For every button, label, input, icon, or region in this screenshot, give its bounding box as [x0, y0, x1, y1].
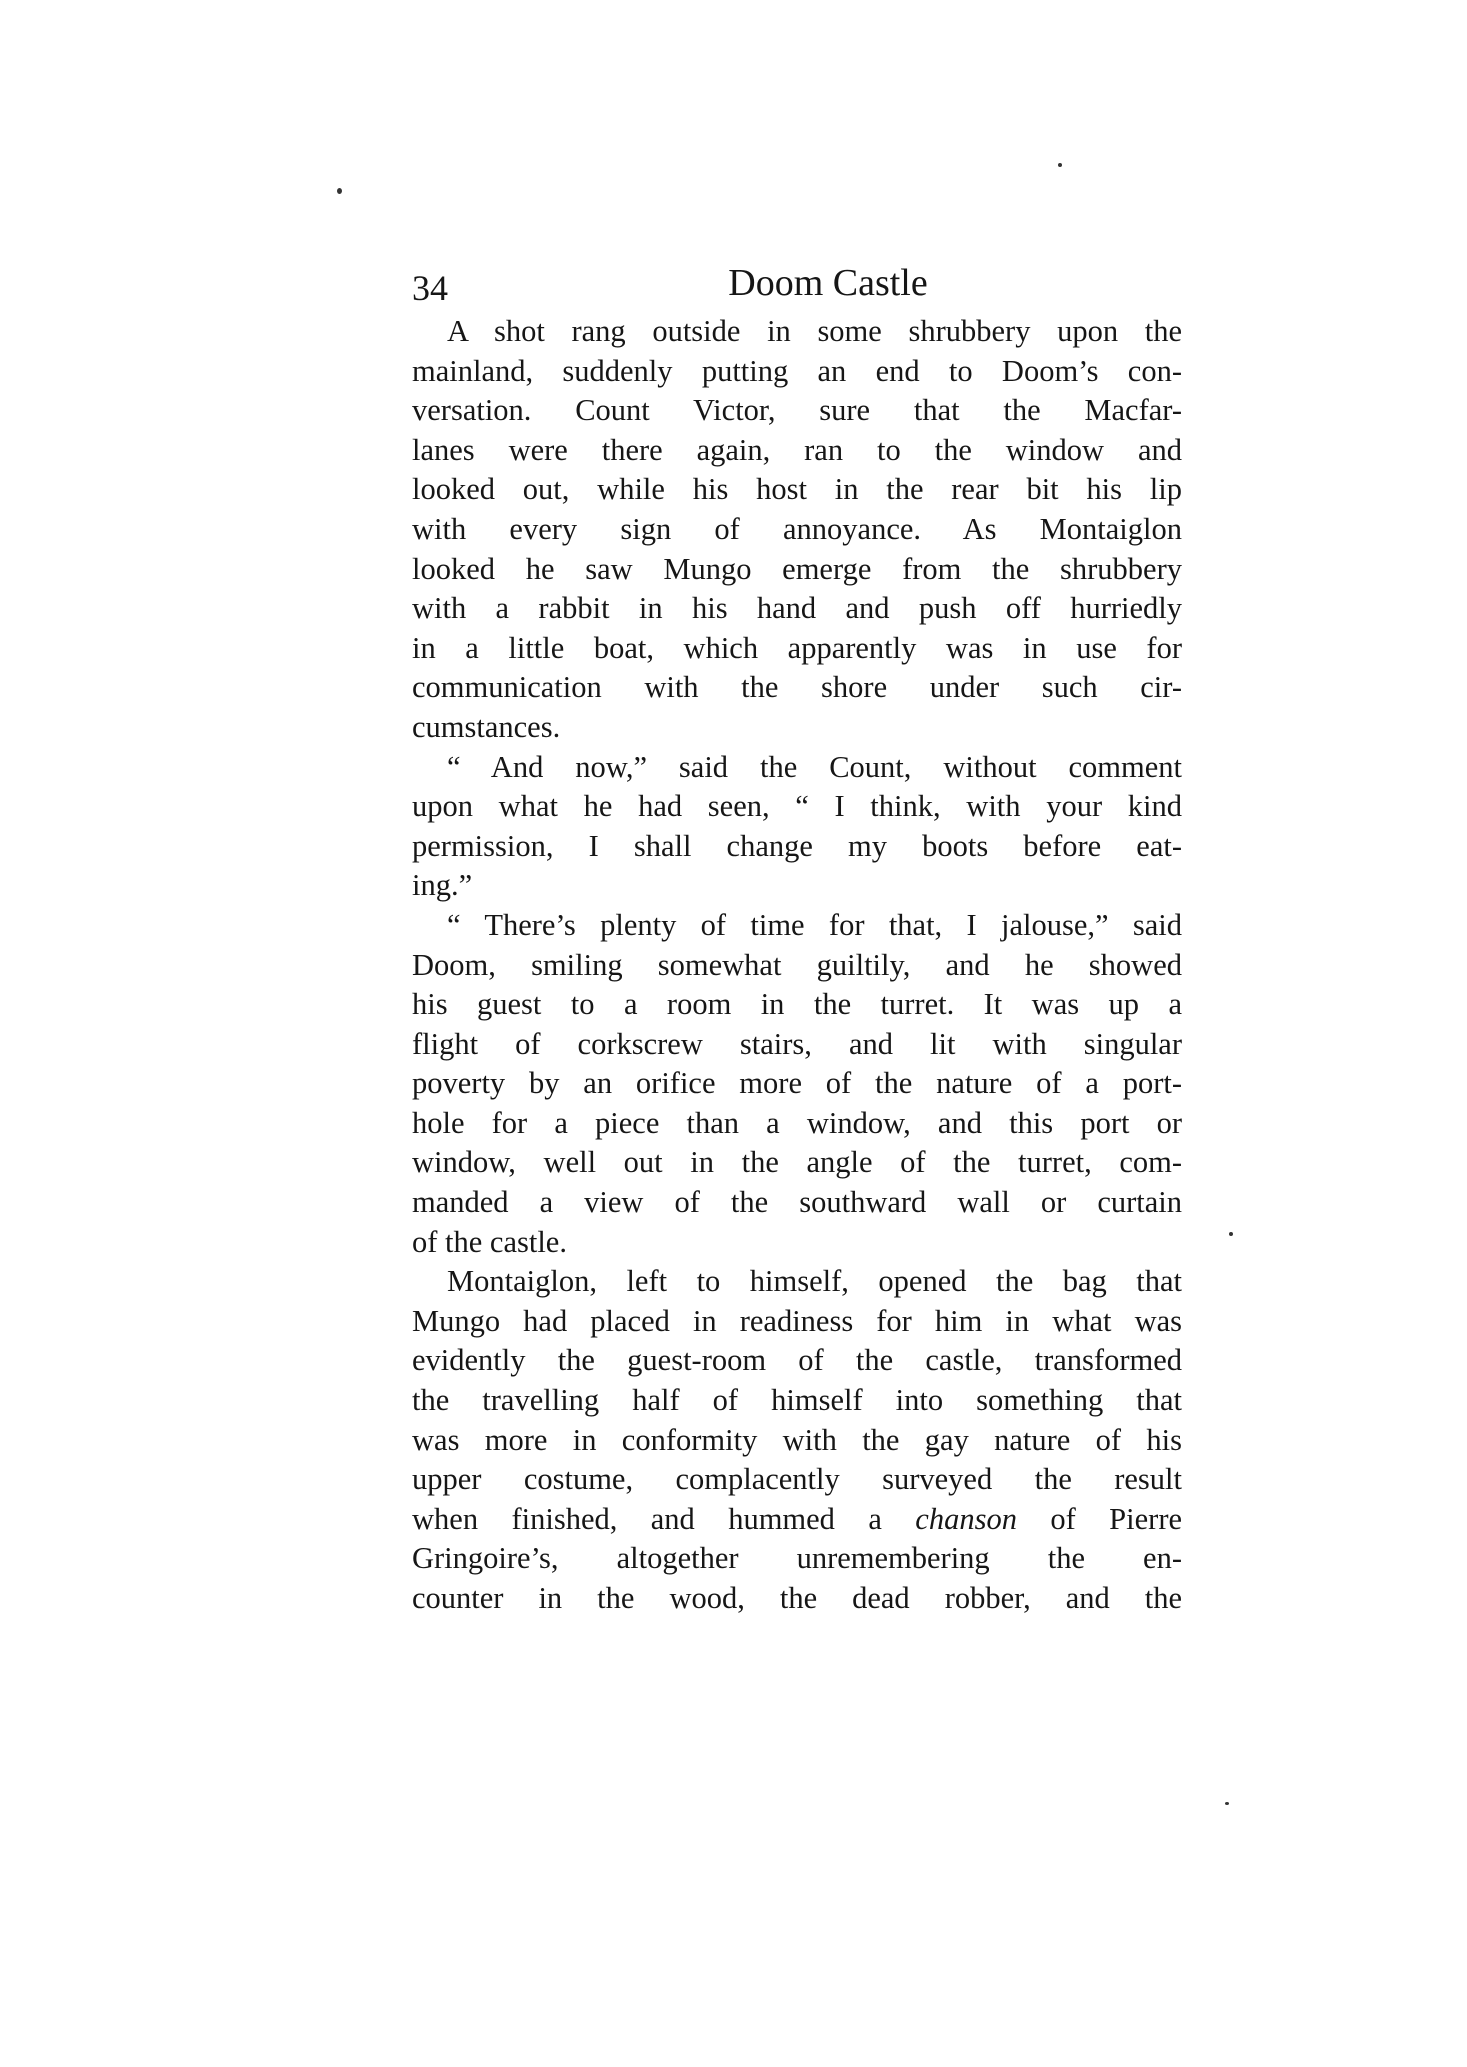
- ink-speck: [1058, 163, 1062, 167]
- text-line: mainland, suddenly putting an end to Doom’s con-: [412, 353, 1182, 388]
- text-line: ing.”: [412, 868, 473, 903]
- text-line: manded a view of the southward wall or curtain: [412, 1185, 1182, 1220]
- ink-speck: [1225, 1802, 1229, 1805]
- text-line: looked he saw Mungo emerge from the shrubbery: [412, 551, 1182, 586]
- text-segment: when finished, and hummed a: [412, 1501, 882, 1536]
- text-line: “ And now,” said the Count, without comment: [447, 749, 1182, 784]
- text-line: “ There’s plenty of time for that, I jalouse,” said: [447, 907, 1182, 942]
- text-line: window, well out in the angle of the turret, com-: [412, 1145, 1182, 1180]
- text-line: lanes were there again, ran to the window and: [412, 432, 1182, 467]
- text-line-with-italic: [412, 1500, 1182, 1540]
- text-line: the travelling half of himself into something that: [412, 1383, 1182, 1418]
- text-line: counter in the wood, the dead robber, and the: [412, 1581, 1182, 1615]
- text-line: communication with the shore under such cir-: [412, 670, 1182, 705]
- text-line: with every sign of annoyance. As Montaiglon: [412, 511, 1182, 546]
- page-header: [412, 258, 1192, 308]
- text-line: in a little boat, which apparently was in use for: [412, 630, 1182, 665]
- text-line: poverty by an orifice more of the nature of a port-: [412, 1066, 1182, 1101]
- page-number: 34: [412, 268, 448, 308]
- running-head: Doom Castle: [728, 262, 928, 304]
- body-text: [412, 312, 1182, 1619]
- text-line: was more in conformity with the gay nature of his: [412, 1422, 1182, 1457]
- text-line: of the castle.: [412, 1224, 567, 1259]
- text-line: looked out, while his host in the rear bit his lip: [412, 472, 1182, 507]
- text-line: Mungo had placed in readiness for him in what was: [412, 1303, 1182, 1338]
- text-segment: of Pierre: [1050, 1501, 1183, 1536]
- text-line: hole for a piece than a window, and this port or: [412, 1105, 1182, 1140]
- text-line: versation. Count Victor, sure that the Macfar-: [412, 393, 1182, 428]
- text-line: upper costume, complacently surveyed the result: [412, 1462, 1182, 1497]
- text-line: evidently the guest-room of the castle, transformed: [412, 1343, 1182, 1378]
- paragraph-2: [412, 748, 1182, 906]
- paragraph-3: [412, 906, 1182, 1262]
- text-line: with a rabbit in his hand and push off hurriedly: [412, 591, 1182, 626]
- paragraph-4: [412, 1262, 1182, 1618]
- text-line: Montaiglon, left to himself, opened the bag that: [447, 1264, 1182, 1299]
- ink-speck: [1229, 1232, 1233, 1236]
- text-line: permission, I shall change my boots before eat-: [412, 828, 1182, 863]
- text-line: flight of corkscrew stairs, and lit with singular: [412, 1026, 1182, 1061]
- text-line: A shot rang outside in some shrubbery upon the: [447, 314, 1182, 348]
- italic-word: chanson: [915, 1501, 1017, 1536]
- text-line: upon what he had seen, “ I think, with your kind: [412, 789, 1182, 824]
- text-line: his guest to a room in the turret. It was up a: [412, 987, 1182, 1022]
- ink-speck: [337, 188, 342, 194]
- paragraph-1: [412, 312, 1182, 748]
- text-line: Doom, smiling somewhat guiltily, and he showed: [412, 947, 1182, 982]
- text-line: cumstances.: [412, 709, 561, 744]
- text-line: Gringoire’s, altogether unremembering the en-: [412, 1541, 1182, 1576]
